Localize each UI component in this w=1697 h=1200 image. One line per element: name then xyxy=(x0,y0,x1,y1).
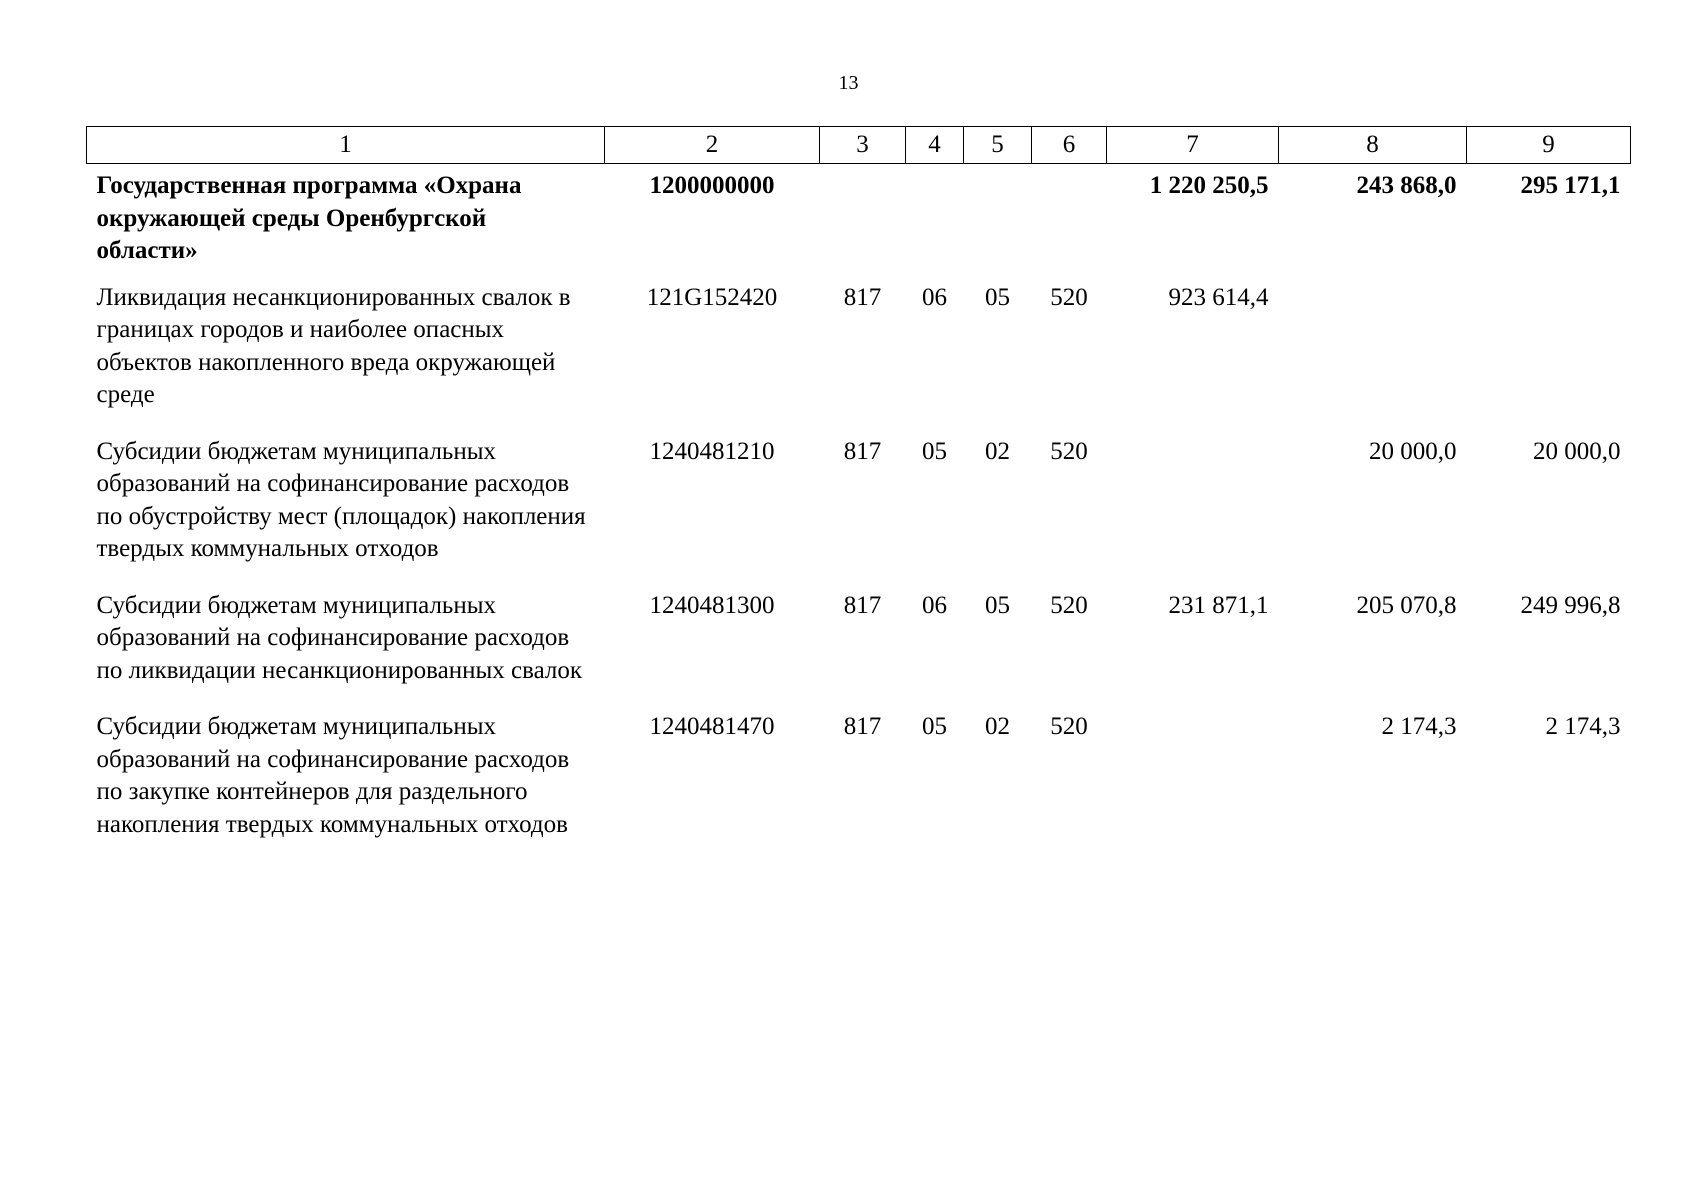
row-col-9: 2 174,3 xyxy=(1545,713,1621,740)
row-col-6: 520 xyxy=(1050,713,1088,740)
header-col-3: 3 xyxy=(820,127,906,164)
row-col-8: 20 000,0 xyxy=(1369,437,1457,465)
header-col-2: 2 xyxy=(605,127,820,164)
row-col-9 xyxy=(1467,282,1631,436)
row-name: Ликвидация несанкционированных свалок в границах городов и наиболее опасных объектов накопленного вреда окружающей среде xyxy=(96,283,571,408)
row-col-9: 20 000,0 xyxy=(1533,437,1621,465)
row-col-6: 520 xyxy=(1050,591,1088,619)
header-col-9: 9 xyxy=(1467,127,1631,164)
row-col-7 xyxy=(1107,436,1279,590)
header-col-1: 1 xyxy=(87,127,605,164)
table-row-program xyxy=(87,164,1631,282)
table-row xyxy=(87,590,1631,712)
table-body xyxy=(87,164,1631,866)
row-col-5: 05 xyxy=(985,591,1010,619)
row-col-5: 02 xyxy=(985,437,1010,465)
header-col-8: 8 xyxy=(1279,127,1467,164)
row-name: Субсидии бюджетам муниципальных образований на софинансирование расходов по обустройству мест (площадок) накопления твердых коммунальных отходов xyxy=(96,437,586,562)
row-code: 1200000000 xyxy=(649,172,775,199)
row-name: Субсидии бюджетам муниципальных образований на софинансирование расходов по ликвидации несанкционированных свалок xyxy=(96,591,583,684)
table-row xyxy=(87,711,1631,865)
row-col-8: 243 868,0 xyxy=(1356,172,1457,199)
row-col-7 xyxy=(1107,711,1279,865)
row-code: 1240481300 xyxy=(649,591,775,619)
row-col-3: 817 xyxy=(843,713,882,740)
row-col-9: 295 171,1 xyxy=(1520,172,1621,199)
header-col-5: 5 xyxy=(964,127,1032,164)
row-col-7: 231 871,1 xyxy=(1168,591,1269,619)
row-col-5: 05 xyxy=(985,283,1010,311)
row-col-3: 817 xyxy=(843,437,882,465)
row-col-7: 1 220 250,5 xyxy=(1149,172,1269,199)
row-col-7: 923 614,4 xyxy=(1168,283,1269,311)
header-col-4: 4 xyxy=(906,127,964,164)
table-row xyxy=(87,436,1631,590)
row-code: 121G152420 xyxy=(646,283,778,311)
row-col-6 xyxy=(1032,164,1107,282)
row-col-4: 05 xyxy=(922,437,947,465)
row-code: 1240481210 xyxy=(649,437,775,465)
header-row xyxy=(87,127,1631,164)
header-col-7: 7 xyxy=(1107,127,1279,164)
row-col-8: 2 174,3 xyxy=(1381,713,1457,740)
row-col-5: 02 xyxy=(985,713,1010,740)
table-row xyxy=(87,282,1631,436)
row-col-5 xyxy=(964,164,1032,282)
row-code: 1240481470 xyxy=(649,713,775,740)
row-col-4: 05 xyxy=(922,713,947,740)
row-col-3 xyxy=(820,164,906,282)
row-name: Государственная программа «Охрана окружающей среды Оренбургской области» xyxy=(96,172,522,264)
row-col-4 xyxy=(906,164,964,282)
row-col-4: 06 xyxy=(922,283,947,311)
row-col-4: 06 xyxy=(922,591,947,619)
row-name: Субсидии бюджетам муниципальных образований на софинансирование расходов по закупке контейнеров для раздельного накопления твердых коммунальных отходов xyxy=(96,713,570,838)
row-col-3: 817 xyxy=(843,591,882,619)
header-col-6: 6 xyxy=(1032,127,1107,164)
table-header xyxy=(87,127,1631,164)
row-col-6: 520 xyxy=(1050,437,1088,465)
row-col-6: 520 xyxy=(1050,283,1088,311)
page-number: 13 xyxy=(838,72,859,94)
row-col-8 xyxy=(1279,282,1467,436)
budget-table xyxy=(86,126,1631,865)
row-col-3: 817 xyxy=(843,283,882,311)
row-col-9: 249 996,8 xyxy=(1520,591,1621,619)
row-col-8: 205 070,8 xyxy=(1356,591,1457,619)
